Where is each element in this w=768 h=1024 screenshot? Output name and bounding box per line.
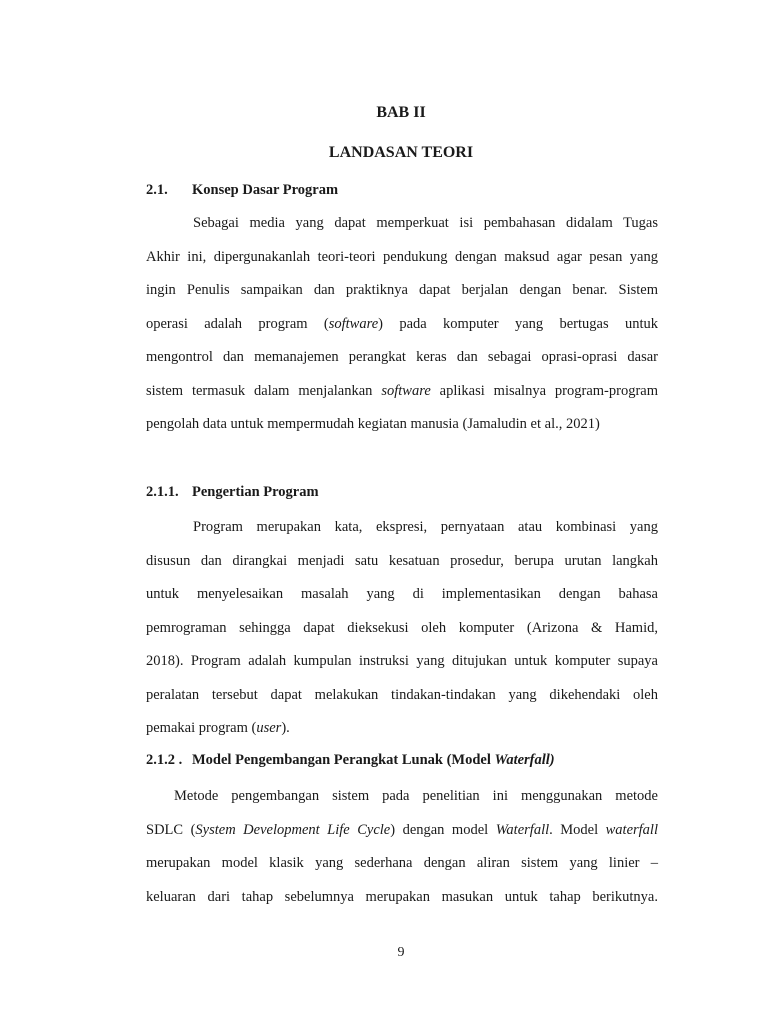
italic-term: software bbox=[381, 382, 431, 399]
page-number: 9 bbox=[397, 945, 405, 960]
paragraph-line: ingin Penulis sampaikan dan praktiknya dapat berjalan dengan benar. Sistem bbox=[146, 282, 658, 298]
paragraph-line: peralatan tersebut dapat melakukan tindakan-tindakan yang dikehendaki oleh bbox=[146, 686, 658, 703]
italic-term: System Development Life Cycle bbox=[195, 821, 391, 838]
paragraph-line: Metode pengembangan sistem pada penelitian ini menggunakan metode bbox=[174, 788, 658, 804]
section-number: 2.1.2 . bbox=[146, 752, 183, 768]
paragraph-line: pemrograman sehingga dapat dieksekusi oleh komputer (Arizona & Hamid, bbox=[146, 619, 658, 636]
paragraph-line: operasi adalah program (software) pada komputer yang bertugas untuk bbox=[146, 315, 658, 332]
section-number: 2.1. bbox=[146, 182, 168, 198]
chapter-number: BAB II bbox=[376, 104, 426, 121]
paragraph-line: pengolah data untuk mempermudah kegiatan manusia (Jamaludin et al., 2021) bbox=[146, 416, 600, 432]
section-2-1-2-heading bbox=[146, 752, 555, 769]
paragraph-line: keluaran dari tahap sebelumnya merupakan masukan untuk tahap berikutnya. bbox=[146, 888, 658, 905]
section-2-1-1-paragraph bbox=[146, 517, 658, 752]
section-2-1-heading bbox=[146, 182, 338, 199]
paragraph-line: Sebagai media yang dapat memperkuat isi pembahasan didalam Tugas bbox=[193, 215, 658, 231]
section-number: 2.1.1. bbox=[146, 484, 179, 500]
section-title: Konsep Dasar Program bbox=[192, 182, 339, 198]
paragraph-line: Akhir ini, dipergunakanlah teori-teori pendukung dengan maksud agar pesan yang bbox=[146, 248, 658, 265]
paragraph-line: untuk menyelesaikan masalah yang di implementasikan dengan bahasa bbox=[146, 586, 658, 602]
paragraph-line: merupakan model klasik yang sederhana dengan aliran sistem yang linier – bbox=[146, 855, 658, 871]
italic-term: user bbox=[256, 720, 282, 736]
italic-term: waterfall bbox=[605, 821, 658, 838]
italic-term: software bbox=[328, 315, 379, 332]
section-2-1-1-heading bbox=[146, 484, 319, 501]
section-2-1-2-paragraph bbox=[146, 786, 658, 920]
italic-term: Waterfall bbox=[495, 821, 550, 838]
chapter-title: LANDASAN TEORI bbox=[328, 144, 474, 161]
paragraph-line: 2018). Program adalah kumpulan instruksi yang ditujukan untuk komputer supaya bbox=[146, 653, 658, 669]
section-title: Model Pengembangan Perangkat Lunak (Model bbox=[192, 752, 495, 768]
paragraph-line: mengontrol dan memanajemen perangkat keras dan sebagai oprasi-oprasi dasar bbox=[146, 349, 658, 365]
paragraph-line: SDLC (System Development Life Cycle) dengan model Waterfall. Model waterfall bbox=[146, 821, 658, 838]
paragraph-line: Program merupakan kata, ekspresi, pernyataan atau kombinasi yang bbox=[193, 519, 658, 535]
section-title-italic: Waterfall) bbox=[494, 752, 555, 768]
section-title: Pengertian Program bbox=[192, 484, 319, 500]
paragraph-line: disusun dan dirangkai menjadi satu kesatuan prosedur, berupa urutan langkah bbox=[146, 552, 658, 569]
paragraph-line: pemakai program (user). bbox=[146, 720, 290, 736]
paragraph-line: sistem termasuk dalam menjalankan software aplikasi misalnya program-program bbox=[146, 382, 658, 399]
section-2-1-paragraph bbox=[146, 213, 658, 448]
